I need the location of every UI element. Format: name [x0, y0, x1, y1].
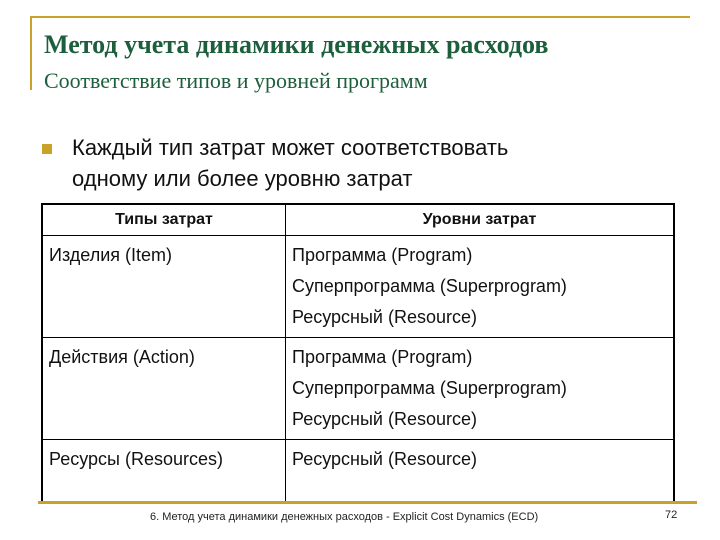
footer-text: 6. Метод учета динамики денежных расходов - Explicit Cost Dynamics (ECD) [150, 511, 539, 523]
slide-title: Метод учета динамики денежных расходов [44, 30, 549, 59]
level-item: Ресурсный (Resource) [292, 449, 477, 469]
cost-table [41, 203, 675, 503]
levels-cell [286, 338, 675, 440]
levels-cell [286, 440, 675, 503]
column-header: Уровни затрат [286, 204, 675, 236]
table-row [42, 440, 674, 503]
column-header: Типы затрат [42, 204, 286, 236]
table-row [42, 236, 674, 338]
level-item: Суперпрограмма (Superprogram) [292, 378, 567, 398]
table-header-row [42, 204, 674, 236]
level-item: Ресурсный (Resource) [292, 307, 477, 327]
page-number: 72 [665, 509, 678, 521]
top-divider [30, 16, 690, 18]
bullet-square-icon [42, 144, 52, 154]
bullet-line: одному или более уровню затрат [72, 166, 413, 191]
level-item: Суперпрограмма (Superprogram) [292, 276, 567, 296]
level-item: Программа (Program) [292, 245, 473, 265]
levels-cell [286, 236, 675, 338]
bottom-divider [38, 501, 697, 504]
cost-type-cell: Действия (Action) [42, 338, 286, 440]
level-item: Ресурсный (Resource) [292, 409, 477, 429]
level-item: Программа (Program) [292, 347, 473, 367]
table-row [42, 338, 674, 440]
left-accent [30, 16, 32, 90]
slide-subtitle: Соответствие типов и уровней программ [44, 68, 428, 93]
bullet-text [72, 132, 508, 194]
bullet-line: Каждый тип затрат может соответствовать [72, 135, 509, 160]
cost-type-cell: Ресурсы (Resources) [42, 440, 286, 503]
cost-type-cell: Изделия (Item) [42, 236, 286, 338]
